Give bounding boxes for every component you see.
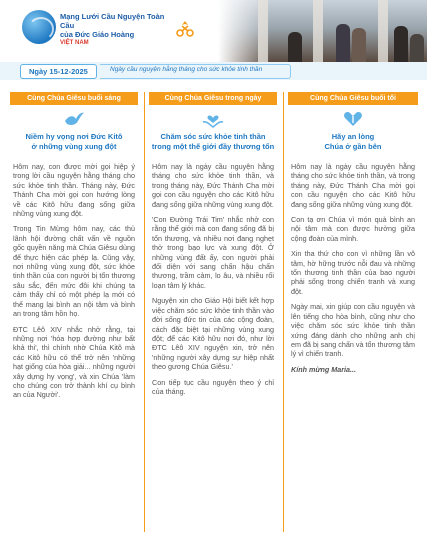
hands-heart-icon — [202, 109, 224, 129]
paragraph: Con tiếp tục cầu nguyện theo ý chỉ của tháng. — [152, 377, 274, 396]
column-divider — [283, 92, 284, 532]
column-body — [291, 162, 415, 380]
title-line: Chăm sóc sức khỏe tinh thần — [160, 132, 266, 141]
papal-keys-icon — [174, 20, 196, 40]
column-band: Cùng Chúa Giêsu trong ngày — [149, 92, 277, 105]
column-title — [288, 132, 418, 152]
paragraph: Trong Tin Mừng hôm nay, các thủ lãnh hội đường chất vấn về nguồn gốc quyền năng mà Chúa Giêsu dùng để thực hiện các phép lạ. Cũng vậy, nơi những vùng xung đột, sức khỏe tinh thần của con người bị tổn thương sâu sắc, đến mức đôi khi chúng ta cảm thấy chỉ có một phép lạ mới có thể mang lại bình an nội tâm và bình an trong tâm hồn họ. — [13, 224, 135, 319]
header-photo — [218, 0, 427, 62]
title-line: Hãy an lòng — [331, 132, 375, 141]
dove-icon — [63, 111, 85, 129]
paragraph: Xin tha thứ cho con vì những lần vô tâm, hờ hững trước nỗi đau và những tổn thương tinh thần của bao người phải sống trong chiến tranh và xung đột. — [291, 249, 415, 296]
org-name-line1: Mạng Lưới Cầu Nguyện Toàn Cầu — [60, 12, 165, 30]
paragraph: Hôm nay là ngày cầu nguyện hằng tháng cho sức khỏe tinh thần, và trong tháng này, Đức Thánh Cha mời gọi con cầu nguyện cho các Kitô hữu đang sống giữa những vùng xung đột. — [291, 162, 415, 209]
column-evening — [288, 92, 418, 524]
column-title — [10, 132, 138, 152]
title-line: ở những vùng xung đột — [31, 142, 117, 151]
column-daytime — [149, 92, 277, 524]
date-label: Ngày 15-12-2025 — [20, 64, 97, 79]
paragraph: Hôm nay là ngày cầu nguyện hằng tháng cho sức khỏe tinh thần, và trong tháng này, Đức Thánh Cha mời gọi con cầu nguyện cho các Kitô hữu đang sống giữa những vùng xung đột. — [152, 162, 274, 209]
title-line: trong một thế giới đầy thương tổn — [151, 142, 275, 151]
paragraph: Nguyện xin cho Giáo Hội biết kết hợp việc chăm sóc sức khỏe tinh thần vào đời sống đức tin của các cộng đoàn, cách đặc biệt tại những vùng xung đột; để các Kitô hữu nơi đó, như lời ĐTC Lêô XIV nguyện xin, trở nên 'những người xây dựng sự hiệp nhất theo gương Chúa Giêsu.' — [152, 296, 274, 372]
organization-name — [60, 12, 180, 48]
org-name-line2: của Đức Giáo Hoàng — [60, 30, 135, 39]
paragraph: 'Con Đường Trái Tim' nhắc nhở con rằng thế giới mà con đang sống đã bị tổn thương, và nhiều nơi đang nghẹt thở trong bạo lực và xung đột. Ở những vùng đất ấy, con người phải đối diện với sang chấn hậu chấn thương, trầm cảm, lo âu, và nhiều rối loạn tâm lý khác. — [152, 215, 274, 290]
globe-logo-icon — [22, 10, 56, 44]
paragraph: Ngày mai, xin giúp con cầu nguyện và lên tiếng cho hòa bình, cũng như cho việc chăm sóc sức khỏe tinh thần xứng đáng dành cho những anh chị em đã bị sang chấn và tổn thương tâm lý vì chiến tranh. — [291, 302, 415, 359]
column-divider — [144, 92, 145, 532]
org-country: VIỆT NAM — [60, 40, 89, 46]
paragraph: Con tạ ơn Chúa vì món quà bình an nội tâm mà con được hưởng giữa cộng đoàn của mình. — [291, 215, 415, 243]
paragraph: Hôm nay, con được mời gọi hiệp ý trong lời cầu nguyện hằng tháng cho sức khỏe tinh thần. Tháng này, Đức Thánh Cha mời gọi con hướng lòng về các Kitô hữu đang sống giữa những vùng xung đột. — [13, 162, 135, 219]
title-line: Niềm hy vọng nơi Đức Kitô — [25, 132, 123, 141]
column-title — [149, 132, 277, 152]
paragraph: ĐTC Lêô XIV nhắc nhở rằng, tại những nơi 'hóa hợp đường như bất khả thi', thì chính nhờ Chúa Kitô mà các Kitô hữu có thể trở nên 'những hạt giống của hòa giải... những người xây dựng hy vọng', và xin Chúa 'làm cho chúng con trở thành khí cụ bình an của Người'. — [13, 324, 135, 400]
closing-prayer: Kính mừng Maria... — [291, 364, 357, 374]
column-band: Cùng Chúa Giêsu buổi sáng — [10, 92, 138, 105]
heart-open-icon — [342, 109, 364, 129]
column-morning — [10, 92, 138, 524]
column-body — [152, 162, 274, 402]
column-band: Cùng Chúa Giêsu buổi tối — [288, 92, 418, 105]
column-body — [13, 162, 135, 406]
header — [0, 0, 427, 62]
theme-text: Ngày cầu nguyện hằng tháng cho sức khỏe tinh thần — [110, 66, 263, 73]
title-line: Chúa ở gần bên — [324, 142, 382, 151]
